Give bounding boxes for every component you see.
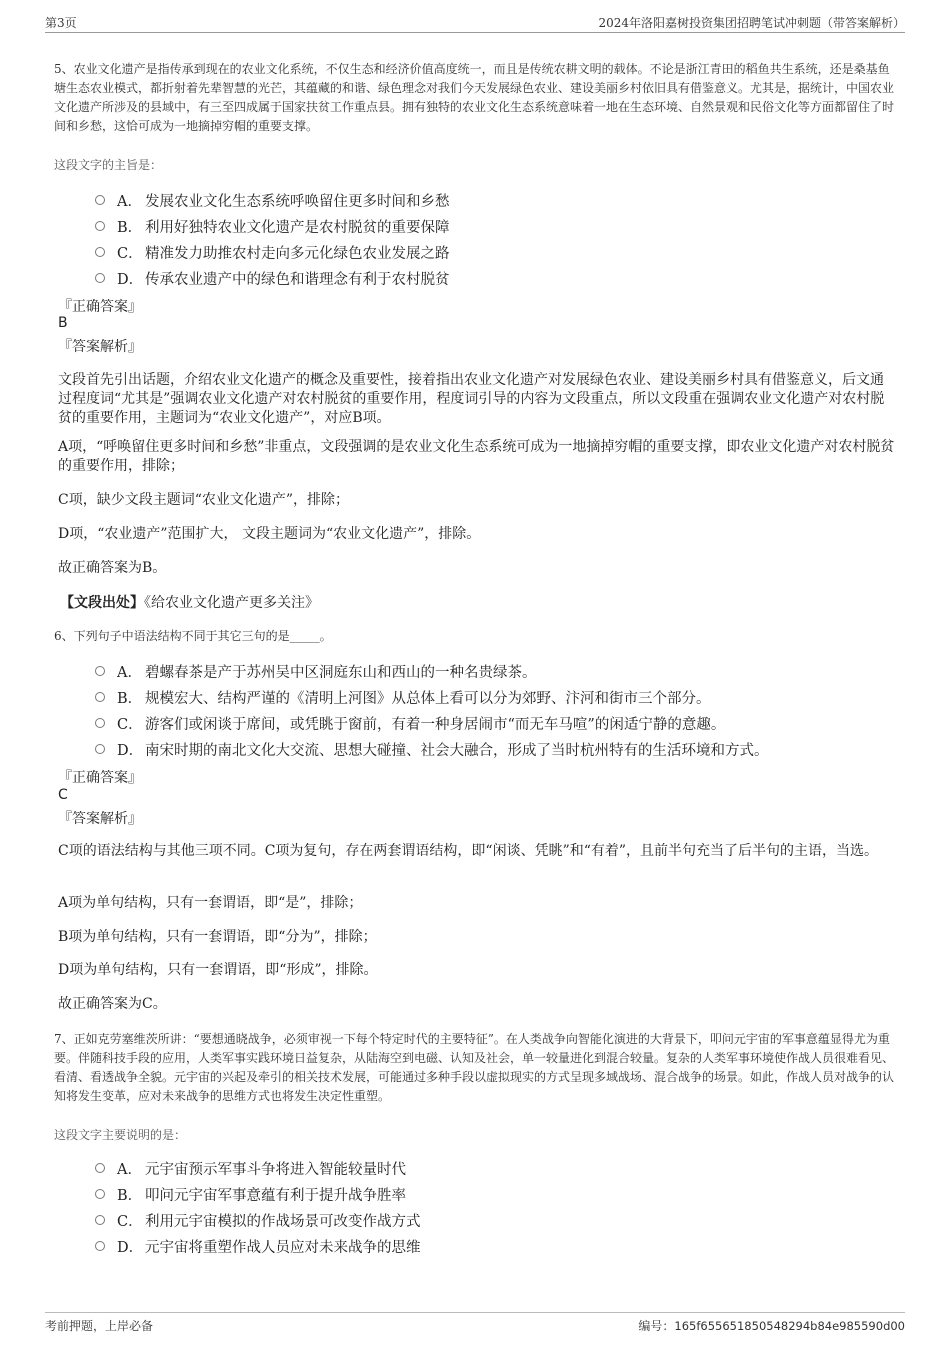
q7-prompt: 这段文字主要说明的是： [54, 1128, 187, 1142]
q5-stem: 5、农业文化遗产是指传承到现在的农业文化系统，不仅生态和经济价值高度统一，而且是传统农耕文明的载体。不论是浙江青田的稻鱼共生系统，还是桑基鱼塘生态农业模式，都折射着先辈智慧的光芒，其蕴藏的和谐、绿色理念对我们今天发展绿色农业、建设美丽乡村依旧具有借鉴意义。尤其是，据统计，中国农业文化遗产所涉及的县域中，有三至四成属于国家扶贫工作重点县。拥有独特的农业文化生态系统意味着一地在生态环境、自然景观和民俗文化等方面都留住了时间和乡愁，这恰可成为一地摘掉穷帽的重要支撑。 [54, 62, 895, 133]
option-text: 游客们或闲谈于席间，或凭眺于窗前，有着一种身居闹市“而无车马喧”的闲适宁静的意趣。 [145, 716, 726, 733]
q6-analysis-1: C项的语法结构与其他三项不同。C项为复句，存在两套谓语结构，即“闲谈、凭眺”和“有着”，且前半句充当了后半句的主语，当选。 [58, 843, 879, 859]
q5-analysis-3: C项，缺少文段主题词“农业文化遗产”，排除； [58, 492, 350, 508]
q5-options [95, 187, 450, 291]
q5-prompt: 这段文字的主旨是： [54, 158, 163, 172]
q5-answer-label: 『正确答案』 [58, 299, 142, 315]
q7-option-c[interactable]: C． 利用元宇宙模拟的作战场景可改变作战方式 [95, 1207, 421, 1233]
code-value: 165f655651850548294b84e985590d00 [674, 1319, 905, 1333]
radio-icon[interactable] [95, 744, 105, 754]
q7-stem: 7、正如克劳塞维茨所讲：“要想通晓战争，必须审视一下每个特定时代的主要特征”。在人类战争向智能化演进的大背景下，叩问元宇宙的军事意蕴显得尤为重要。伴随科技手段的应用，人类军事实践环境日益复杂，从陆海空到电磁、认知及社会，单一较量进化到混合较量。复杂的人类军事环境使作战人员很难看见、看清、看透战争全貌。元宇宙的兴起及牵引的相关技术发展，可能通过多种手段以虚拟现实的方式呈现多域战场、混合战争的场景。如此，作战人员对战争的认知将发生变革，应对未来战争的思维方式也将发生决定性重塑。 [54, 1032, 895, 1103]
q6-options [95, 658, 769, 762]
q5-analysis-1: 文段首先引出话题，介绍农业文化遗产的概念及重要性，接着指出农业文化遗产对发展绿色农业、建设美丽乡村具有借鉴意义，后文通过程度词“尤其是”强调农业文化遗产对农村脱贫的重要作用，程度词引导的内容为文段重点，所以文段重在强调农业文化遗产对农村脱贫的重要作用，主题词为“农业文化遗产”，对应B项。 [58, 372, 885, 426]
radio-icon[interactable] [95, 221, 105, 231]
q6-option-a[interactable]: A． 碧螺春茶是产于苏州吴中区洞庭东山和西山的一种名贵绿茶。 [95, 658, 769, 684]
q6-answer-label: 『正确答案』 [58, 770, 142, 786]
radio-icon[interactable] [95, 1163, 105, 1173]
q6-analysis-5: 故正确答案为C。 [58, 996, 167, 1012]
q5-option-d[interactable]: D． 传承农业遗产中的绿色和谐理念有利于农村脱贫 [95, 265, 450, 291]
page-header [45, 12, 905, 33]
radio-icon[interactable] [95, 1241, 105, 1251]
q6-analysis-2: A项为单句结构，只有一套谓语，即“是”，排除； [58, 895, 363, 911]
option-text: 精准发力助推农村走向多元化绿色农业发展之路 [145, 245, 450, 262]
q6-stem: 6、下列句子中语法结构不同于其它三句的是_____。 [54, 629, 332, 643]
option-text: 利用元宇宙模拟的作战场景可改变作战方式 [145, 1213, 421, 1230]
q5-analysis-4: D项，“农业遗产”范围扩大， 文段主题词为“农业文化遗产”，排除。 [58, 526, 481, 542]
q5-option-c[interactable]: C． 精准发力助推农村走向多元化绿色农业发展之路 [95, 239, 450, 265]
option-text: 传承农业遗产中的绿色和谐理念有利于农村脱贫 [145, 271, 450, 288]
q6-analysis-4: D项为单句结构，只有一套谓语，即“形成”，排除。 [58, 962, 378, 978]
radio-icon[interactable] [95, 247, 105, 257]
q5-option-b[interactable]: B． 利用好独特农业文化遗产是农村脱贫的重要保障 [95, 213, 450, 239]
radio-icon[interactable] [95, 1189, 105, 1199]
q7-option-a[interactable]: A． 元宇宙预示军事斗争将进入智能较量时代 [95, 1155, 421, 1181]
q6-answer: C [58, 787, 68, 803]
q7-options [95, 1155, 421, 1259]
q5-analysis-label: 『答案解析』 [58, 339, 142, 355]
radio-icon[interactable] [95, 718, 105, 728]
q5-answer: B [58, 315, 68, 331]
q6-analysis-3: B项为单句结构，只有一套谓语，即“分为”，排除； [58, 929, 377, 945]
code-label: 编号： [638, 1319, 675, 1333]
document-code [638, 1317, 905, 1334]
source-label: 【文段出处】 [60, 595, 144, 611]
radio-icon[interactable] [95, 273, 105, 283]
document-title: 2024年洛阳嘉树投资集团招聘笔试冲刺题（带答案解析） [598, 16, 905, 30]
q7-option-b[interactable]: B． 叩问元宇宙军事意蕴有利于提升战争胜率 [95, 1181, 421, 1207]
q7-option-d[interactable]: D． 元宇宙将重塑作战人员应对未来战争的思维 [95, 1233, 421, 1259]
q5-analysis-5: 故正确答案为B。 [58, 560, 167, 576]
radio-icon[interactable] [95, 195, 105, 205]
page-number: 第3页 [45, 16, 77, 30]
radio-icon[interactable] [95, 1215, 105, 1225]
radio-icon[interactable] [95, 666, 105, 676]
q5-option-a[interactable]: A． 发展农业文化生态系统呼唤留住更多时间和乡愁 [95, 187, 450, 213]
option-text: 利用好独特农业文化遗产是农村脱贫的重要保障 [145, 219, 450, 236]
option-text: 南宋时期的南北文化大交流、思想大碰撞、社会大融合，形成了当时杭州特有的生活环境和方式。 [145, 742, 769, 759]
q6-option-c[interactable]: C． 游客们或闲谈于席间，或凭眺于窗前，有着一种身居闹市“而无车马喧”的闲适宁静的意趣。 [95, 710, 769, 736]
option-text: 元宇宙将重塑作战人员应对未来战争的思维 [145, 1239, 421, 1256]
q5-source [60, 592, 319, 612]
q6-analysis-label: 『答案解析』 [58, 811, 142, 827]
q5-analysis-2: A项，“呼唤留住更多时间和乡愁”非重点，文段强调的是农业文化生态系统可成为一地摘掉穷帽的重要支撑，即农业文化遗产对农村脱贫的重要作用，排除； [58, 439, 895, 474]
q6-option-d[interactable]: D． 南宋时期的南北文化大交流、思想大碰撞、社会大融合，形成了当时杭州特有的生活环境和方式。 [95, 736, 769, 762]
footer-slogan: 考前押题，上岸必备 [45, 1319, 154, 1333]
radio-icon[interactable] [95, 692, 105, 702]
option-text: 发展农业文化生态系统呼唤留住更多时间和乡愁 [145, 193, 450, 210]
page-footer [45, 1312, 905, 1335]
option-text: 碧螺春茶是产于苏州吴中区洞庭东山和西山的一种名贵绿茶。 [145, 664, 537, 681]
source-title: 《给农业文化遗产更多关注》 [144, 595, 319, 611]
option-text: 叩问元宇宙军事意蕴有利于提升战争胜率 [145, 1187, 406, 1204]
q6-option-b[interactable]: B． 规模宏大、结构严谨的《清明上河图》从总体上看可以分为郊野、汴河和街市三个部分。 [95, 684, 769, 710]
option-text: 元宇宙预示军事斗争将进入智能较量时代 [145, 1161, 406, 1178]
option-text: 规模宏大、结构严谨的《清明上河图》从总体上看可以分为郊野、汴河和街市三个部分。 [145, 690, 711, 707]
